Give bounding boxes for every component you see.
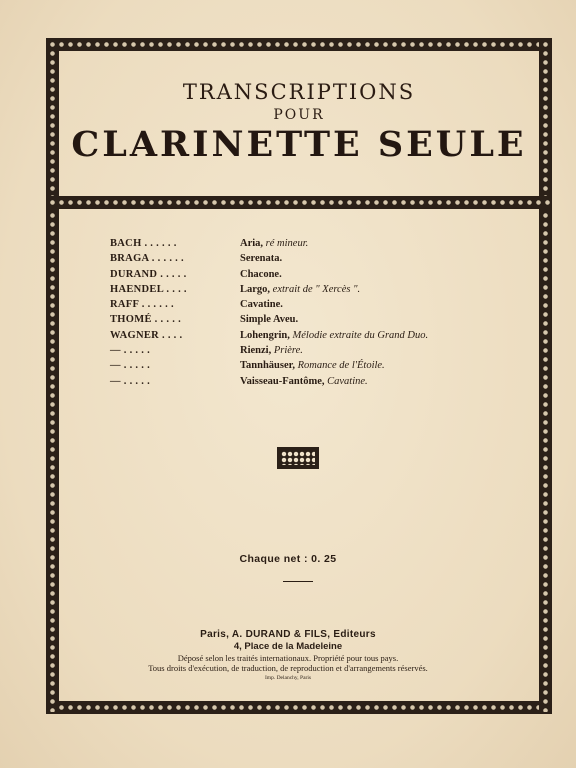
- list-item: [110, 343, 520, 358]
- list-item: [110, 374, 520, 389]
- border-top: [46, 38, 552, 51]
- work-title: Chacone.: [240, 268, 282, 280]
- composer-name: — . . . . .: [110, 375, 151, 387]
- composer-name: BACH . . . . . .: [110, 238, 177, 249]
- border-bottom: [46, 701, 552, 714]
- work-title: Serenata.: [240, 253, 283, 265]
- list-item: [110, 267, 520, 282]
- title-block: [46, 80, 552, 166]
- title-line-3: CLARINETTE SEULE: [71, 124, 527, 165]
- works-list: [110, 236, 520, 389]
- composer-name: RAFF . . . . . .: [110, 299, 174, 311]
- work-title: Simple Aveu.: [240, 314, 299, 326]
- list-item: [110, 297, 520, 312]
- publisher-name: Paris, A. DURAND & FILS, Editeurs: [200, 629, 376, 640]
- publisher-address: 4, Place de la Madeleine: [233, 641, 343, 652]
- legal-line-1: Déposé selon les traités internationaux. Propriété pour tous pays.: [177, 653, 399, 663]
- legal-line-2: Tous droits d'exécution, de traduction, de reproduction et d'arrangements réservés.: [148, 663, 428, 673]
- composer-name: — . . . . .: [110, 360, 151, 372]
- border-divider: [46, 196, 552, 209]
- composer-name: THOMÉ . . . . .: [110, 314, 182, 326]
- composer-name: BRAGA . . . . . .: [110, 253, 184, 265]
- work-title: Cavatine.: [240, 299, 283, 311]
- composer-name: — . . . . .: [110, 345, 151, 357]
- list-item: [110, 282, 520, 297]
- divider-rule: [283, 581, 313, 582]
- title-line-1: TRANSCRIPTIONS: [182, 80, 416, 104]
- work-title: Tannhäuser, Romance de l'Étoile.: [240, 360, 385, 372]
- list-item: [110, 358, 520, 373]
- composer-name: WAGNER . . . .: [110, 329, 183, 341]
- work-title: Largo, extrait de " Xercès ".: [240, 283, 361, 295]
- title-line-2: POUR: [273, 107, 325, 123]
- floral-ornament-icon: [277, 447, 319, 469]
- price-text: Chaque net : 0. 25: [239, 553, 337, 565]
- list-item: [110, 312, 520, 327]
- composer-name: DURAND . . . . .: [110, 268, 187, 280]
- work-title: Lohengrin, Mélodie extraite du Grand Duo.: [240, 329, 429, 341]
- printer-credit: Imp. Delanchy, Paris: [264, 675, 312, 681]
- work-title: Aria, ré mineur.: [240, 238, 309, 249]
- work-title: Vaisseau-Fantôme, Cavatine.: [240, 375, 368, 387]
- publisher-footer: [0, 628, 576, 683]
- list-item: [110, 251, 520, 266]
- work-title: Rienzi, Prière.: [240, 345, 303, 357]
- list-item: [110, 236, 520, 251]
- list-item: [110, 328, 520, 343]
- composer-name: HAENDEL . . . .: [110, 283, 187, 295]
